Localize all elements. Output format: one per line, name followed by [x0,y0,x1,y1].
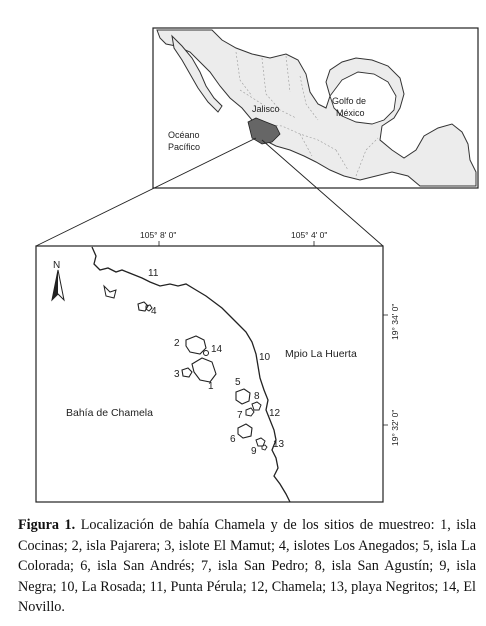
figure-caption [18,515,476,618]
lon-label-left: 105° 8' 0" [140,230,177,240]
site-number-10: 10 [259,352,271,363]
site-number-7: 7 [237,410,243,421]
site-number-9: 9 [251,446,257,457]
site-number-2: 2 [174,338,180,349]
site-number-5: 5 [235,377,241,388]
site-number-12: 12 [269,408,281,419]
municipality-label: Mpio La Huerta [285,348,357,360]
site-number-8: 8 [254,391,260,402]
bay-label: Bahía de Chamela [66,407,153,419]
site-number-13: 13 [273,439,285,450]
site-number-4: 4 [151,306,157,317]
detail-map-frame [36,246,383,502]
caption-text: Localización de bahía Chamela y de los sitios de muestreo: 1, isla Cocinas; 2, isla Pajarera; 3, islote El Mamut; 4, islotes Los Anegados; 5, isla La Colorada; 6, isla San Andrés; 7, isla San Pedro; 8, isla San Agustín; 9, isla Negra; 10, La Rosada; 11, Punta Pérula; 12, Chamela; 13, playa Negritos; 14, El Novillo. [18,517,476,615]
figure-label: Figura 1. [18,517,76,533]
site-number-3: 3 [174,369,180,380]
lon-label-right: 105° 4' 0" [291,230,328,240]
inset-ocean-label: Océano [168,130,200,140]
inset-gulf-label: Golfo de [332,96,367,106]
site-number-11: 11 [148,268,159,279]
inset-jalisco-label: Jalisco [252,104,280,114]
site-number-14: 14 [211,344,223,355]
site-number-1: 1 [208,381,214,392]
north-label: N [53,260,61,271]
lat-label-bottom: 19° 32' 0" [390,409,400,446]
detail-map [36,230,400,502]
inset-gulf-label-2: México [336,108,365,118]
inset-ocean-label-2: Pacífico [168,142,201,152]
lat-label-top: 19° 34' 0" [390,303,400,340]
site-number-6: 6 [230,434,236,445]
inset-map [153,28,478,188]
